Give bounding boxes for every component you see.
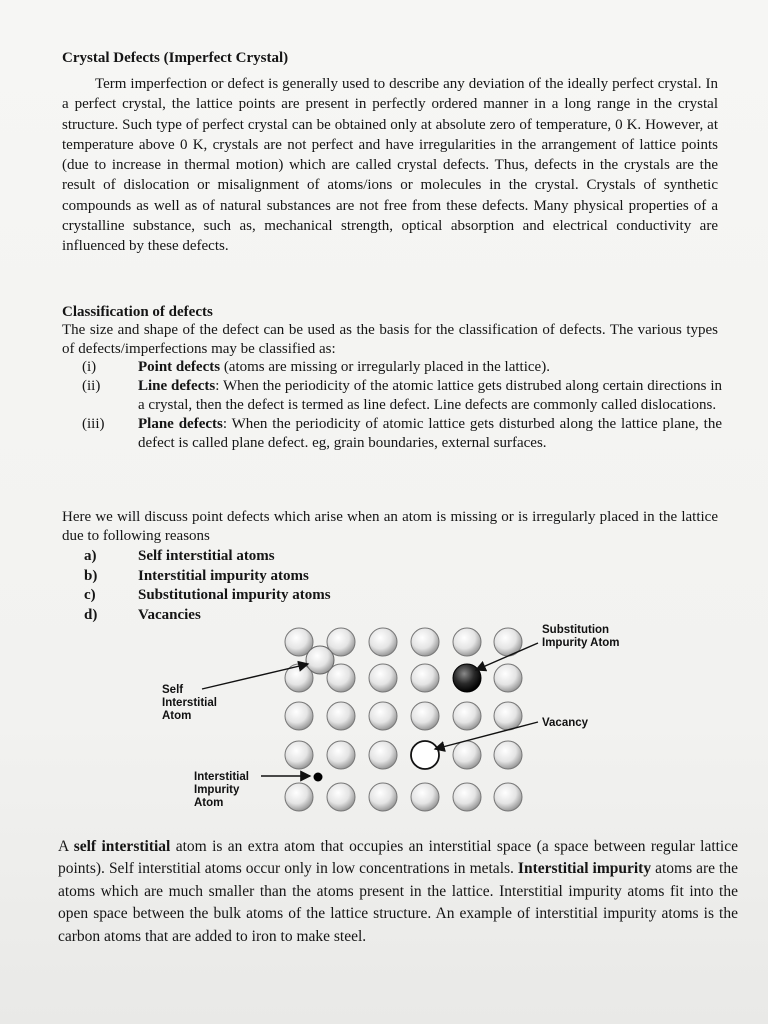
defect-types-list (82, 358, 722, 453)
list-item-term: Point defects (138, 359, 221, 375)
list-item-text: Interstitial impurity atoms (138, 567, 309, 584)
list-item-text: (atoms are missing or irregularly placed in the lattice). (220, 359, 550, 375)
list-item-number: (iii) (82, 416, 105, 432)
list-item-letter: a) (84, 548, 97, 564)
lattice-row-5 (285, 783, 522, 811)
list-item-text: Self interstitial atoms (138, 548, 275, 564)
arrow-vacancy (435, 722, 538, 749)
point-defects-diagram (150, 615, 630, 820)
list-item-text: : When the periodicity of atomic lattice gets disturbed along the lattice plane, the defect is called plane defect. eg, grain boundaries, external surfaces. (138, 416, 722, 451)
list-item-letter: c) (84, 587, 96, 603)
list-item-text: : When the periodicity of the atomic lattice gets distrubed along certain directions in a crystal, then the defect is termed as line defect. Line defects are commonly called dislocations. (138, 378, 723, 413)
label-interstitial-impurity: Interstitial Impurity Atom (194, 771, 249, 809)
list-item (82, 377, 722, 415)
text-segment: atoms are the atoms which are much smaller than the atoms present in the lattice. Interstitial impurity atoms fit into the open space between the bulk atoms of the lattice structure. An example of interstitial impurity atoms is the carbon atoms that are added to iron to make steel. (58, 860, 738, 945)
list-item-text: Substitutional impurity atoms (138, 587, 331, 603)
text-segment: atom is an extra atom that occupies an interstitial space (a space between regular lattice points). Self interstitial atoms occur only in low concentrations in metals. (58, 838, 738, 878)
term-self-interstitial: self interstitial (73, 838, 171, 855)
substitution-impurity-atom (453, 664, 481, 692)
interstitial-impurity-atom (314, 773, 323, 782)
list-item-term: Plane defects (138, 416, 223, 432)
vacancy-site (411, 741, 439, 769)
list-item (82, 415, 722, 453)
list-item (84, 547, 331, 567)
section-classification (62, 304, 718, 359)
heading-classification: Classification of defects (62, 304, 213, 320)
list-item-term: Line defects (138, 378, 216, 394)
list-item (84, 586, 331, 606)
list-item-text: Vacancies (138, 606, 201, 623)
list-item-number: (ii) (82, 378, 101, 394)
classification-intro: The size and shape of the defect can be used as the basis for the classification of defects. The various types of defects/imperfections may be classified as: (62, 322, 718, 357)
list-item (82, 358, 722, 377)
label-substitution-impurity: Substitution Impurity Atom (542, 624, 620, 649)
lattice-row-4 (285, 741, 522, 769)
paragraph-interstitial (58, 836, 738, 948)
point-defects-intro: Here we will discuss point defects which arise when an atom is missing or is irregularly placed in the lattice due to following reasons (62, 509, 718, 544)
label-vacancy: Vacancy (542, 717, 589, 729)
paragraph-crystal-defects: Term imperfection or defect is generally used to describe any deviation of the ideally perfect crystal. In a perfect crystal, the lattice points are present in perfectly ordered manner in a long range in the crystal structure. Such type of perfect crystal can be obtained only at absolute zero of temperature, 0 K. However, at temperature above 0 K, crystals are not perfect and have irregularities in the arrangement of lattice points (due to increase in thermal motion) which are called crystal defects. Thus, defects in the crystals are the result of dislocation or misalignment of atoms/ions or molecules in the crystal. Crystals of synthetic compounds as well as of natural substances are not free from these defects. Many physical properties of a crystalline substance, such as, mechanical strength, optical absorption and electrical conductivity are influenced by these defects. (62, 76, 718, 255)
text-segment: A (58, 838, 74, 855)
section-crystal-defects (62, 50, 718, 257)
heading-crystal-defects: Crystal Defects (Imperfect Crystal) (62, 50, 289, 66)
list-item-number: (i) (82, 359, 97, 375)
section-interstitial-explanation (58, 836, 738, 948)
term-interstitial-impurity: Interstitial impurity (517, 860, 652, 878)
list-item (84, 567, 331, 587)
section-point-defects (62, 508, 718, 546)
reasons-list (84, 547, 331, 625)
self-interstitial-atom (306, 646, 334, 674)
label-self-interstitial: Self Interstitial Atom (162, 684, 217, 722)
list-item-letter: d) (84, 606, 98, 623)
list-item-letter: b) (84, 567, 98, 584)
lattice-row-3 (285, 702, 522, 730)
